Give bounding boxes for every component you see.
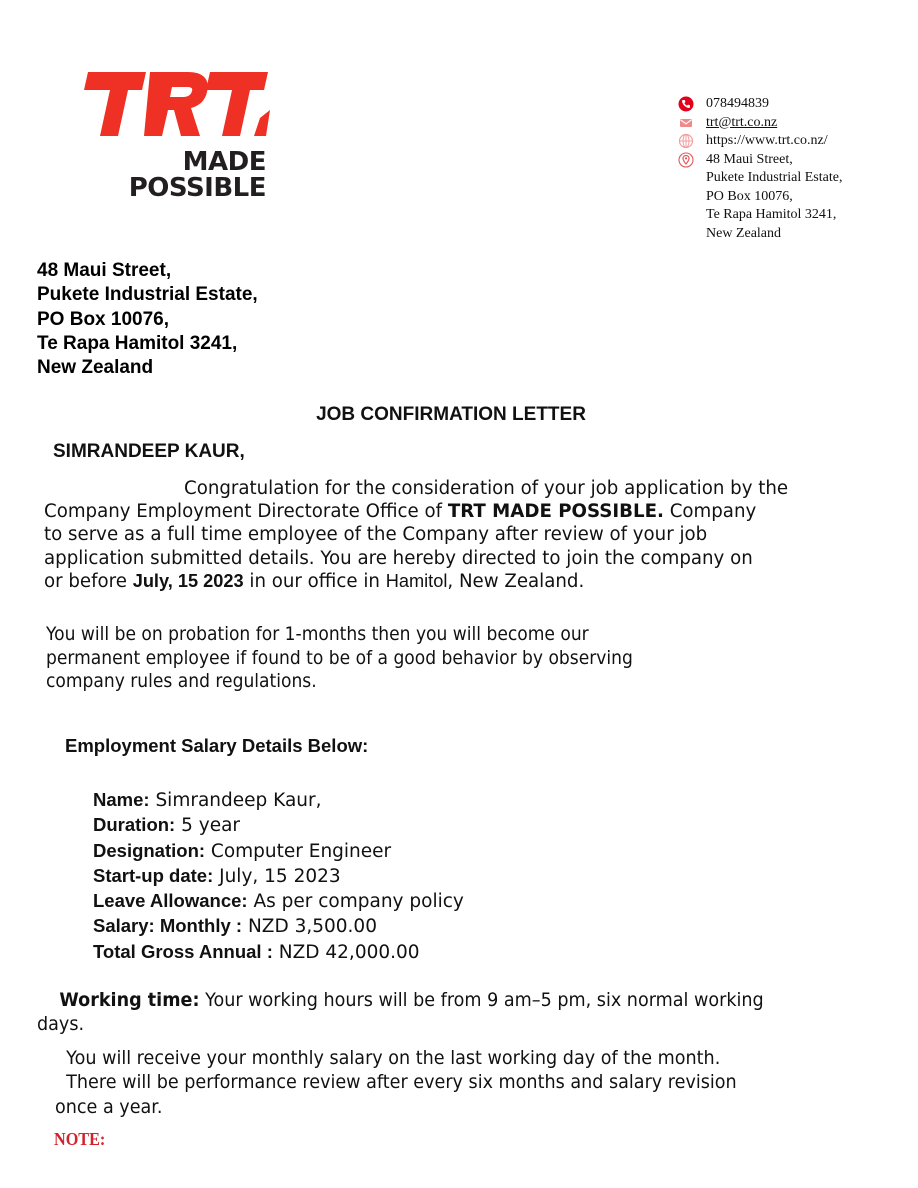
join-date: July, 15 2023 <box>132 570 244 591</box>
paragraph-line <box>55 1046 737 1070</box>
working-time-text: Your working hours will be from 9 am–5 pm, six normal working <box>199 989 764 1011</box>
sender-address <box>37 259 258 380</box>
detail-row-leave <box>93 889 464 914</box>
contact-email <box>678 114 842 133</box>
sender-address-line: New Zealand <box>37 357 154 379</box>
detail-value: Computer Engineer <box>205 840 392 862</box>
text: in our office in <box>243 570 386 592</box>
website-link[interactable]: https://www.trt.co.nz/ <box>706 133 828 148</box>
contact-address <box>678 151 842 170</box>
address-line: 48 Maui Street, <box>706 151 793 167</box>
detail-value: NZD 42,000.00 <box>272 941 420 963</box>
detail-value: July, 15 2023 <box>213 865 341 887</box>
note-label: NOTE: <box>54 1129 106 1149</box>
salary-details-list <box>93 788 464 965</box>
address-line: Te Rapa Hamitol 3241, <box>706 207 837 222</box>
city-name: Hamitol <box>385 570 448 591</box>
congratulation-paragraph <box>44 477 894 593</box>
working-time-paragraph <box>37 988 764 1036</box>
paragraph-line: application submitted details. You are hereby directed to join the company on <box>44 547 753 569</box>
mail-icon <box>678 115 694 131</box>
address-line: New Zealand <box>706 225 782 241</box>
letter-title-wrap <box>0 404 918 426</box>
detail-row-designation <box>93 839 464 864</box>
text: , New Zealand. <box>447 570 585 592</box>
detail-value: As per company policy <box>247 891 464 913</box>
company-name: TRT MADE POSSIBLE. <box>447 501 664 523</box>
detail-label: Total Gross Annual : <box>93 940 273 962</box>
sender-address-line: PO Box 10076, <box>37 308 170 330</box>
trt-logo-mark <box>84 70 270 140</box>
detail-label: Start-up date: <box>93 864 214 886</box>
detail-label: Duration: <box>93 814 176 836</box>
paragraph-line: once a year. <box>55 1095 163 1118</box>
text: Company <box>663 501 757 523</box>
contact-phone <box>678 95 842 114</box>
location-pin-icon <box>678 152 694 168</box>
salary-details-heading: Employment Salary Details Below: <box>65 735 369 756</box>
detail-value: NZD 3,500.00 <box>242 916 377 938</box>
text: Company Employment Directorate Office of <box>44 501 448 523</box>
detail-label: Name: <box>93 789 150 810</box>
sender-address-line: Te Rapa Hamitol 3241, <box>37 332 238 354</box>
paragraph-line <box>44 570 894 593</box>
paragraph-line: days. <box>37 1013 85 1035</box>
detail-value: Simrandeep Kaur, <box>149 790 322 811</box>
text: or before <box>44 570 133 592</box>
working-time-label: Working time: <box>59 989 200 1011</box>
paragraph-line <box>44 500 894 523</box>
globe-icon <box>678 133 694 149</box>
company-logo <box>84 70 270 206</box>
paragraph-line <box>55 1070 737 1094</box>
sender-address-line: Pukete Industrial Estate, <box>37 284 258 306</box>
detail-label: Designation: <box>93 839 206 861</box>
contact-website <box>678 132 842 151</box>
logo-tagline-possible: POSSIBLE <box>128 173 266 203</box>
paragraph-line: Congratulation for the consideration of your job application by the <box>184 478 789 499</box>
probation-paragraph <box>46 623 633 694</box>
paragraph-line <box>37 988 764 1012</box>
sender-address-line: 48 Maui Street, <box>37 260 172 281</box>
text: There will be performance review after every six months and salary revision <box>66 1071 737 1094</box>
detail-label: Leave Allowance: <box>93 890 248 912</box>
recipient-name: SIMRANDEEP KAUR, <box>53 441 245 462</box>
paragraph-line: You will be on probation for 1-months then you will become our <box>46 624 589 645</box>
address-line: PO Box 10076, <box>706 188 793 204</box>
letter-title: JOB CONFIRMATION LETTER <box>316 404 586 425</box>
paragraph-line: company rules and regulations. <box>46 671 317 693</box>
salary-payment-paragraph <box>55 1046 737 1119</box>
detail-row-duration <box>93 813 464 838</box>
paragraph-line: to serve as a full time employee of the Company after review of your job <box>44 524 708 546</box>
detail-row-monthly-salary <box>93 914 464 939</box>
email-link[interactable]: trt@trt.co.nz <box>706 114 778 130</box>
detail-label: Salary: Monthly : <box>93 915 243 937</box>
detail-row-annual-gross <box>93 940 464 965</box>
address-line: Pukete Industrial Estate, <box>706 170 843 185</box>
paragraph-line: permanent employee if found to be of a good behavior by observing <box>46 647 633 669</box>
logo-tagline-made: MADE <box>182 147 266 177</box>
detail-row-start-date <box>93 864 464 889</box>
phone-icon <box>678 96 694 112</box>
detail-row-name <box>93 788 464 813</box>
text: You will receive your monthly salary on the last working day of the month. <box>66 1047 721 1069</box>
detail-value: 5 year <box>175 815 241 837</box>
phone-number: 078494839 <box>706 96 769 111</box>
contact-info <box>678 95 842 243</box>
